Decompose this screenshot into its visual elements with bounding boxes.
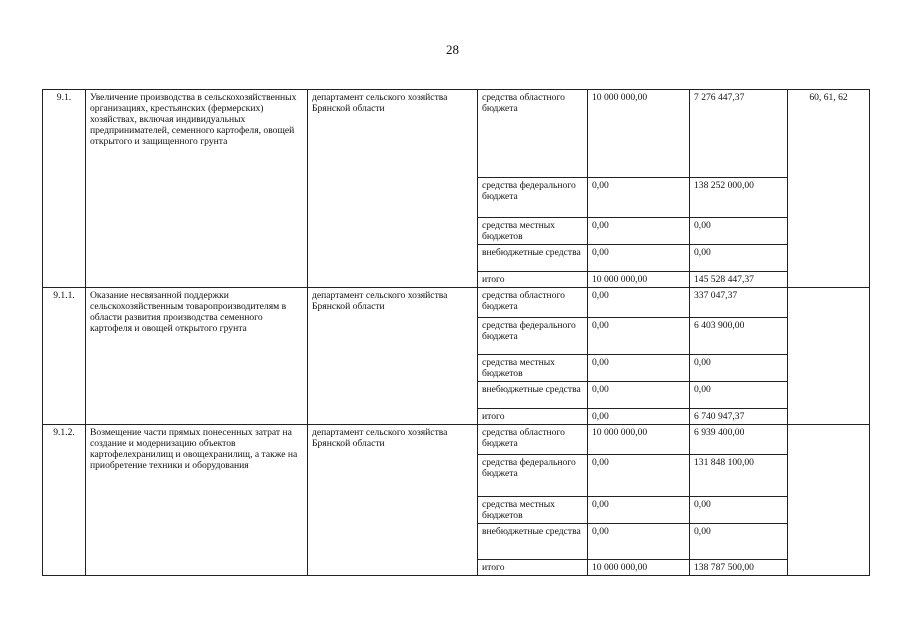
amount-1: 10 000 000,00: [588, 90, 690, 178]
amount-2: 0,00: [690, 218, 788, 245]
funding-source: итого: [478, 560, 588, 576]
row-number: 9.1.1.: [43, 288, 86, 425]
amount-2: 0,00: [690, 382, 788, 409]
indicator-refs: 60, 61, 62: [788, 90, 870, 288]
executor: департамент сельского хозяйства Брянской области: [308, 90, 478, 288]
executor: департамент сельского хозяйства Брянской области: [308, 425, 478, 576]
amount-2: 138 252 000,00: [690, 178, 788, 218]
amount-1: 0,00: [588, 355, 690, 382]
row-number: 9.1.: [43, 90, 86, 288]
amount-1: 0,00: [588, 245, 690, 272]
page-number: 28: [446, 42, 459, 57]
funding-source: средства местных бюджетов: [478, 497, 588, 524]
amount-1: 0,00: [588, 218, 690, 245]
amount-1: 0,00: [588, 497, 690, 524]
amount-2: 6 403 900,00: [690, 318, 788, 355]
amount-1: 0,00: [588, 455, 690, 497]
amount-1: 10 000 000,00: [588, 425, 690, 455]
amount-1: 0,00: [588, 318, 690, 355]
executor: департамент сельского хозяйства Брянской области: [308, 288, 478, 425]
activity-title: Увеличение производства в сельскохозяйственных организациях, крестьянских (фермерских) хозяйствах, включая индивидуальных предпринимателей, семенного картофеля, овощей открытого и защищенного грунта: [86, 90, 308, 288]
funding-source: средства местных бюджетов: [478, 218, 588, 245]
amount-2: 337 047,37: [690, 288, 788, 318]
indicator-refs: [788, 425, 870, 576]
amount-1: 0,00: [588, 409, 690, 425]
amount-2: 138 787 500,00: [690, 560, 788, 576]
budget-table: [42, 89, 870, 576]
funding-source: средства федерального бюджета: [478, 178, 588, 218]
funding-source: средства областного бюджета: [478, 425, 588, 455]
funding-source: средства местных бюджетов: [478, 355, 588, 382]
activity-title: Возмещение части прямых понесенных затрат на создание и модернизацию объектов картофелехранилищ и овощехранилищ, а также на приобретение техники и оборудования: [86, 425, 308, 576]
amount-2: 0,00: [690, 355, 788, 382]
amount-2: 0,00: [690, 524, 788, 560]
row-number: 9.1.2.: [43, 425, 86, 576]
amount-1: 0,00: [588, 288, 690, 318]
indicator-refs: [788, 288, 870, 425]
table-row: [43, 90, 870, 178]
amount-1: 10 000 000,00: [588, 560, 690, 576]
amount-2: 6 939 400,00: [690, 425, 788, 455]
amount-2: 145 528 447,37: [690, 272, 788, 288]
funding-source: внебюджетные средства: [478, 382, 588, 409]
amount-1: 0,00: [588, 178, 690, 218]
amount-2: 6 740 947,37: [690, 409, 788, 425]
funding-source: итого: [478, 409, 588, 425]
funding-source: средства федерального бюджета: [478, 455, 588, 497]
funding-source: итого: [478, 272, 588, 288]
amount-2: 0,00: [690, 245, 788, 272]
table-row: [43, 288, 870, 318]
funding-source: средства федерального бюджета: [478, 318, 588, 355]
amount-2: 0,00: [690, 497, 788, 524]
amount-1: 0,00: [588, 382, 690, 409]
funding-source: внебюджетные средства: [478, 524, 588, 560]
activity-title: Оказание несвязанной поддержки сельскохозяйственным товаропроизводителям в области развития производства семенного картофеля и овощей открытого грунта: [86, 288, 308, 425]
amount-2: 131 848 100,00: [690, 455, 788, 497]
funding-source: внебюджетные средства: [478, 245, 588, 272]
amount-1: 10 000 000,00: [588, 272, 690, 288]
funding-source: средства областного бюджета: [478, 90, 588, 178]
table-row: [43, 425, 870, 455]
funding-source: средства областного бюджета: [478, 288, 588, 318]
amount-1: 0,00: [588, 524, 690, 560]
amount-2: 7 276 447,37: [690, 90, 788, 178]
